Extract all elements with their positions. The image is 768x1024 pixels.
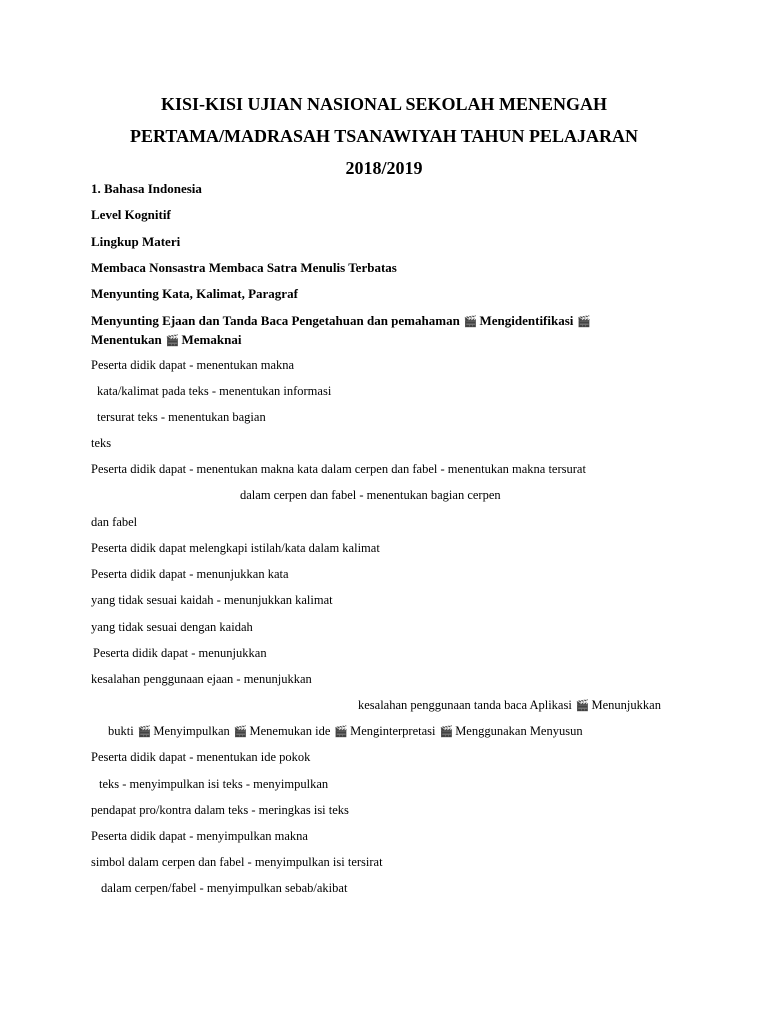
clapperboard-icon: 🎬	[165, 335, 180, 347]
clapperboard-icon: 🎬	[137, 726, 152, 738]
text-line-3: tersurat teks - menentukan bagian	[97, 410, 266, 424]
editing-heading: Menyunting Kata, Kalimat, Paragraf	[91, 286, 298, 301]
text-line-15c: Menemukan ide	[249, 724, 331, 738]
text-line-19: Peserta didik dapat - menyimpulkan makna	[91, 829, 308, 843]
cognitive-line-1	[91, 313, 593, 329]
title-line-3: 2018/2019	[345, 158, 423, 178]
materials-heading: Membaca Nonsastra Membaca Satra Menulis Terbatas	[91, 260, 397, 275]
clapperboard-icon: 🎬	[463, 316, 478, 328]
clapperboard-icon: 🎬	[233, 726, 248, 738]
cognitive-text: Menyunting Ejaan dan Tanda Baca Pengetahuan dan pemahaman	[91, 313, 460, 328]
text-line-14a: kesalahan penggunaan tanda baca Aplikasi	[358, 698, 572, 712]
text-line-16: Peserta didik dapat - menentukan ide pokok	[91, 750, 311, 764]
text-line-21: dalam cerpen/fabel - menyimpulkan sebab/akibat	[101, 881, 348, 895]
clapperboard-icon: 🎬	[577, 316, 592, 328]
clapperboard-icon: 🎬	[334, 726, 349, 738]
text-line-8: Peserta didik dapat melengkapi istilah/kata dalam kalimat	[91, 541, 380, 555]
text-line-13: kesalahan penggunaan ejaan - menunjukkan	[91, 672, 312, 686]
cognitive-item-2: Menentukan	[91, 332, 162, 347]
text-line-15d: Menginterpretasi	[350, 724, 436, 738]
clapperboard-icon: 🎬	[439, 726, 454, 738]
title-line-1: KISI-KISI UJIAN NASIONAL SEKOLAH MENENGAH	[160, 94, 608, 114]
text-line-5: Peserta didik dapat - menentukan makna kata dalam cerpen dan fabel - menentukan makna tersurat	[91, 462, 586, 476]
text-line-6: dalam cerpen dan fabel - menentukan bagian cerpen	[240, 488, 501, 502]
subject-heading: 1. Bahasa Indonesia	[91, 181, 202, 196]
level-heading: Level Kognitif	[91, 207, 171, 222]
text-line-10: yang tidak sesuai kaidah - menunjukkan kalimat	[91, 593, 333, 607]
text-line-20: simbol dalam cerpen dan fabel - menyimpulkan isi tersirat	[91, 855, 383, 869]
scope-heading: Lingkup Materi	[91, 234, 181, 249]
text-line-15b: Menyimpulkan	[153, 724, 230, 738]
cognitive-line-2	[91, 332, 241, 348]
text-line-15e: Menggunakan Menyusun	[455, 724, 583, 738]
text-line-14	[358, 698, 661, 713]
text-line-15	[108, 724, 583, 739]
text-line-14b: Menunjukkan	[591, 698, 661, 712]
text-line-4: teks	[91, 436, 112, 450]
text-line-15a: bukti	[108, 724, 134, 738]
text-line-18: pendapat pro/kontra dalam teks - meringkas isi teks	[91, 803, 349, 817]
text-line-1: Peserta didik dapat - menentukan makna	[91, 358, 295, 372]
cognitive-item-1: Mengidentifikasi	[479, 313, 574, 328]
text-line-17: teks - menyimpulkan isi teks - menyimpulkan	[99, 777, 329, 791]
cognitive-item-3: Memaknai	[181, 332, 242, 347]
document-title	[100, 88, 668, 184]
text-line-7: dan fabel	[91, 515, 138, 529]
title-line-2: PERTAMA/MADRASAH TSANAWIYAH TAHUN PELAJARAN	[130, 126, 638, 146]
clapperboard-icon: 🎬	[575, 700, 590, 712]
text-line-12: Peserta didik dapat - menunjukkan	[93, 646, 267, 660]
text-line-2: kata/kalimat pada teks - menentukan informasi	[97, 384, 332, 398]
text-line-9: Peserta didik dapat - menunjukkan kata	[91, 567, 289, 581]
text-line-11: yang tidak sesuai dengan kaidah	[91, 620, 253, 634]
